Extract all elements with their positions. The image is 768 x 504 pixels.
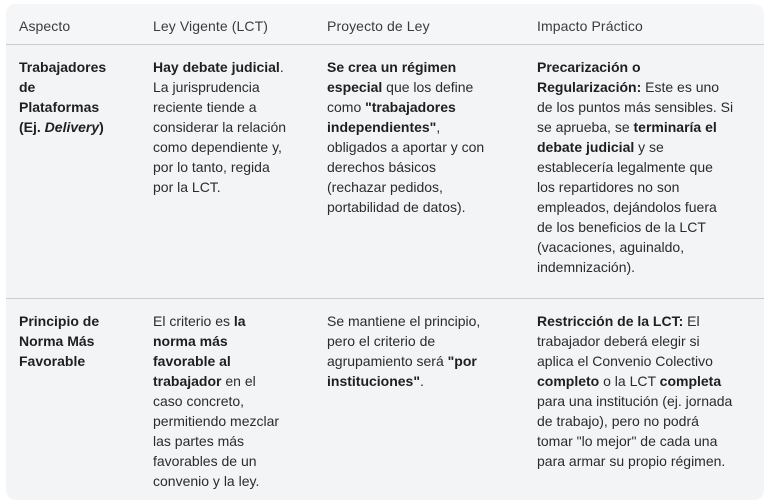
text-run: de los beneficios de la LCT [537,219,706,235]
cell-line [153,371,313,391]
cell-line [537,431,762,451]
cell-impacto-norma [537,311,762,471]
cell-line [327,97,517,117]
cell-proyecto-plataformas [327,57,517,217]
text-run: . [279,59,284,75]
text-run: en el [221,373,256,389]
bold-text: debate judicial [537,139,635,155]
text-run: pero el criterio de [327,333,436,349]
text-run: para una institución (ej. jornada [537,393,733,409]
text-run: reciente tiende a [153,99,257,115]
bold-text: Hay debate judicial [153,59,280,75]
cell-line [537,77,762,97]
table-header [6,4,764,45]
bold-text: de [19,79,36,95]
text-run: derechos básicos [327,159,436,175]
bold-text: completa [659,373,722,389]
comparison-table [6,4,764,500]
cell-line [537,177,762,197]
text-run: por lo tanto, regida [153,159,270,175]
text-run: obligados a aportar y con [327,139,485,155]
header-aspecto: Aspecto [19,18,71,34]
cell-line [19,311,134,331]
cell-line [537,97,762,117]
text-run: permitiendo mezclar [153,413,280,429]
text-run: como dependiente y, [153,139,282,155]
cell-line [537,197,762,217]
text-run: como [327,99,366,115]
cell-line [153,331,313,351]
cell-line [153,97,313,117]
cell-proyecto-norma [327,311,517,391]
cell-line [19,331,134,351]
text-run: Este es uno [641,79,720,95]
text-run: empleados, dejándolos fuera [537,199,717,215]
cell-line [153,157,313,177]
text-run: o la LCT [599,373,660,389]
cell-line [327,137,517,157]
cell-ley-norma [153,311,313,491]
text-run: caso concreto, [153,393,245,409]
cell-line [153,311,313,331]
text-run: portabilidad de datos). [327,199,466,215]
text-run: para armar su propio régimen. [537,453,726,469]
header-ley-vigente: Ley Vigente (LCT) [153,18,269,34]
cell-line [327,371,517,391]
cell-line [537,391,762,411]
cell-line [19,351,134,371]
text-run: favorables de un [153,453,257,469]
row-divider [6,298,764,299]
cell-line [327,351,517,371]
cell-line [537,57,762,77]
bold-text: instituciones" [327,373,420,389]
cell-line [153,471,313,491]
text-run: por la LCT. [153,179,221,195]
cell-line [327,117,517,137]
text-run: indemnización). [537,259,636,275]
text-run: establecería legalmente que [537,159,713,175]
cell-line [19,117,134,137]
text-run: (vacaciones, aguinaldo, [537,239,685,255]
cell-line [153,137,313,157]
bold-text: terminaría el [633,119,717,135]
text-run: La jurisprudencia [153,79,260,95]
cell-line [19,97,134,117]
cell-line [537,237,762,257]
cell-line [153,411,313,431]
cell-line [153,57,313,77]
bold-text: (Ej. [19,119,45,135]
bold-text: Principio de [19,313,100,329]
cell-line [537,217,762,237]
header-proyecto: Proyecto de Ley [327,18,430,34]
cell-line [327,157,517,177]
cell-line [153,117,313,137]
bold-text: Favorable [19,353,86,369]
cell-line [537,311,762,331]
bold-text: trabajador [153,373,222,389]
text-run: tomar "lo mejor" de cada una [537,433,718,449]
bold-text: Delivery [44,119,100,135]
text-run: convenio y la ley. [153,473,260,489]
bold-text: Se crea un régimen [327,59,457,75]
cell-line [327,177,517,197]
bold-text: Plataformas [19,99,100,115]
cell-line [153,451,313,471]
cell-line [153,391,313,411]
text-run: aplica el Convenio Colectivo [537,353,713,369]
bold-text: norma más [153,333,228,349]
text-run: trabajador deberá elegir si [537,333,700,349]
cell-line [327,197,517,217]
cell-aspecto-norma [19,311,134,371]
cell-aspecto-plataformas [19,57,134,137]
bold-text: ) [99,119,104,135]
cell-line [19,57,134,77]
text-run: El criterio es [153,313,234,329]
text-run: se aprueba, se [537,119,634,135]
text-run: de trabajo), pero no podrá [537,413,699,429]
bold-text: Precarización o [537,59,641,75]
cell-line [537,451,762,471]
cell-line [327,77,517,97]
text-run: los repartidores no son [537,179,680,195]
text-run: y se [634,139,664,155]
cell-line [327,57,517,77]
cell-line [537,371,762,391]
text-run: Se mantiene el principio, [327,313,481,329]
bold-text: independientes" [327,119,437,135]
header-impacto: Impacto Práctico [537,18,643,34]
text-run: agrupamiento será [327,353,448,369]
bold-text: Regularización: [537,79,642,95]
bold-text: "por [447,353,477,369]
cell-line [537,331,762,351]
text-run: . [419,373,424,389]
cell-ley-plataformas [153,57,313,197]
text-run: de los puntos más sensibles. Si [537,99,734,115]
cell-line [537,411,762,431]
bold-text: completo [537,373,600,389]
cell-line [537,157,762,177]
bold-text: Restricción de la LCT: [537,313,684,329]
text-run: El [683,313,700,329]
bold-text: "trabajadores [365,99,456,115]
cell-line [153,77,313,97]
bold-text: favorable al [153,353,231,369]
bold-text: la [233,313,246,329]
text-run: , [436,119,441,135]
cell-line [153,177,313,197]
text-run: las partes más [153,433,245,449]
cell-line [327,331,517,351]
cell-line [537,351,762,371]
bold-text: Trabajadores [19,59,107,75]
cell-line [537,117,762,137]
cell-line [537,257,762,277]
text-run: considerar la relación [153,119,287,135]
cell-line [153,431,313,451]
cell-impacto-plataformas [537,57,762,277]
text-run: (rechazar pedidos, [327,179,443,195]
bold-text: especial [327,79,383,95]
text-run: que los define [382,79,474,95]
cell-line [153,351,313,371]
bold-text: Norma Más [19,333,95,349]
cell-line [327,311,517,331]
cell-line [19,77,134,97]
cell-line [537,137,762,157]
